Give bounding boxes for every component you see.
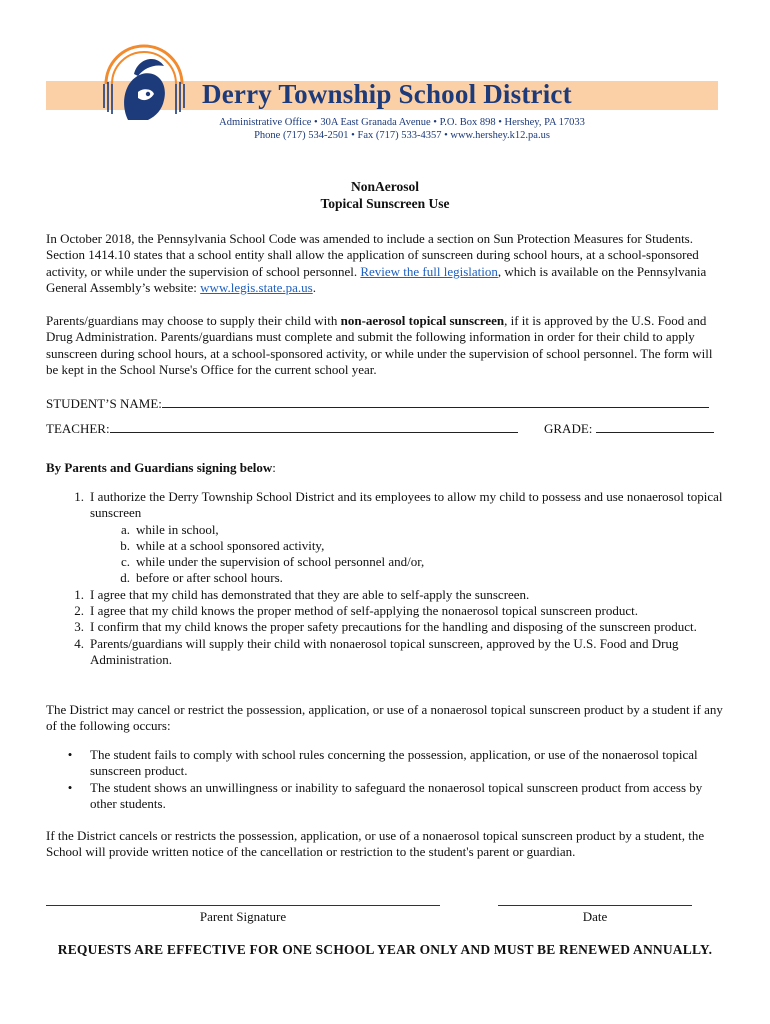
- spartan-helmet-logo-icon: [98, 44, 190, 124]
- bullet-icon: •: [67, 779, 73, 795]
- bold-product: non-aerosol topical sunscreen: [340, 313, 505, 328]
- sub-letter: d.: [120, 570, 130, 586]
- district-address: [204, 116, 600, 142]
- doc-title-line1: NonAerosol: [350, 179, 419, 194]
- list-item: [46, 619, 726, 635]
- signing-bold: By Parents and Guardians signing below: [46, 460, 273, 475]
- authorization-list: [46, 489, 726, 668]
- legislation-link[interactable]: Review the full legislation: [360, 263, 498, 279]
- list-text: I confirm that my child knows the proper safety precautions for the handling and disposing of the sunscreen product.: [90, 619, 697, 635]
- list-item: [46, 587, 726, 603]
- bullet-text: The student fails to comply with school rules concerning the possession, application, or use of the nonaerosol topical sunscreen product.: [90, 747, 698, 779]
- contact-line: Phone (717) 534-2501 • Fax (717) 533-4357 • www.hershey.k12.pa.us: [254, 130, 550, 141]
- list-item: [46, 489, 726, 522]
- sub-text: while in school,: [136, 521, 219, 537]
- bullet-text: The student shows an unwillingness or inability to safeguard the nonaerosol topical sunscreen product from access by other students.: [90, 779, 703, 811]
- parents-text-rest: , if it is approved by the U.S. Food and Drug Administration. Parents/guardians must complete and submit the following information in order for their child to apply sunscreen during school hours, at a school-sponsored activity, or while under the supervision of school personnel. The form will be kept in the School Nurse's Office for the current school year.: [46, 313, 713, 378]
- grade-label: GRADE:: [544, 421, 593, 436]
- date-label: Date: [582, 909, 608, 924]
- date-line[interactable]: [498, 905, 692, 925]
- bullet-item: [46, 747, 726, 780]
- parents-text: Parents/guardians may choose to supply their child with: [46, 313, 341, 328]
- parent-signature-line[interactable]: [46, 905, 440, 925]
- bullet-icon: •: [67, 747, 73, 762]
- student-name-input[interactable]: [162, 395, 709, 408]
- intro-paragraph: [46, 231, 726, 297]
- list-text: I authorize the Derry Township School District and its employees to allow my child to possess and use nonaerosol topical sunscreen: [90, 489, 723, 521]
- list-text: Parents/guardians will supply their child with nonaerosol topical sunscreen, approved by the U.S. Food and Drug Administration.: [90, 635, 679, 667]
- notice-paragraph: If the District cancels or restricts the possession, application, or use of a nonaerosol topical sunscreen product by a student, the School will provide written notice of the cancellation or restriction to the student's parent or guardian.: [46, 828, 705, 860]
- signing-heading: [46, 460, 276, 476]
- student-name-label: STUDENT’S NAME:: [46, 396, 162, 411]
- doc-title-line2: Topical Sunscreen Use: [320, 196, 450, 211]
- district-name: Derry Township School District: [202, 79, 572, 109]
- list-number: 3.: [74, 619, 84, 635]
- intro-text-middle: , which is available on the Pennsylvania General Assembly’s website:: [46, 263, 707, 296]
- list-item: [46, 603, 726, 619]
- student-name-field: [46, 395, 709, 412]
- sub-letter: b.: [120, 537, 130, 553]
- sub-list-item: [46, 554, 726, 570]
- list-text: I agree that my child has demonstrated that they are able to self-apply the sunscreen.: [90, 586, 530, 602]
- list-number: 1.: [74, 489, 84, 504]
- intro-text: In October 2018, the Pennsylvania School Code was amended to include a section on Sun Protection Measures for Students. Section 1414.10 states that a school entity shall allow the application of sunscreen during school hours, at a school-sponsored activity, or while under the supervision of school personnel.: [46, 231, 699, 279]
- intro-text-end: .: [312, 280, 316, 296]
- sub-list-item: [46, 570, 726, 586]
- sub-letter: c.: [120, 554, 130, 570]
- sub-text: before or after school hours.: [136, 570, 283, 586]
- teacher-field: [46, 420, 518, 437]
- teacher-input[interactable]: [110, 420, 518, 433]
- bullet-item: [46, 780, 726, 813]
- grade-field: [544, 420, 714, 437]
- sub-list-item: [46, 538, 726, 554]
- address-line: Administrative Office • 30A East Granada Avenue • P.O. Box 898 • Hershey, PA 17033: [219, 117, 585, 128]
- website-link[interactable]: www.legis.state.pa.us: [200, 280, 313, 296]
- cancel-paragraph: The District may cancel or restrict the possession, application, or use of a nonaerosol topical sunscreen product by a student if any of the following occurs:: [46, 702, 723, 734]
- signing-colon: :: [272, 460, 276, 475]
- list-text: I agree that my child knows the proper method of self-applying the nonaerosol topical sunscreen product.: [90, 603, 639, 619]
- sub-letter: a.: [120, 521, 130, 537]
- parents-paragraph: [46, 313, 726, 379]
- grade-input[interactable]: [596, 420, 714, 433]
- teacher-label: TEACHER:: [46, 421, 110, 436]
- sub-list-item: [46, 522, 726, 538]
- list-number: 1.: [74, 586, 84, 602]
- list-number: 2.: [74, 603, 84, 619]
- list-item: [46, 636, 726, 669]
- sub-text: while at a school sponsored activity,: [136, 537, 325, 553]
- sub-text: while under the supervision of school personnel and/or,: [136, 554, 425, 570]
- parent-signature-label: Parent Signature: [199, 909, 287, 924]
- cancel-conditions-list: [46, 747, 726, 812]
- renewal-notice: REQUESTS ARE EFFECTIVE FOR ONE SCHOOL YEAR ONLY AND MUST BE RENEWED ANNUALLY.: [57, 942, 713, 957]
- list-number: 4.: [74, 635, 84, 651]
